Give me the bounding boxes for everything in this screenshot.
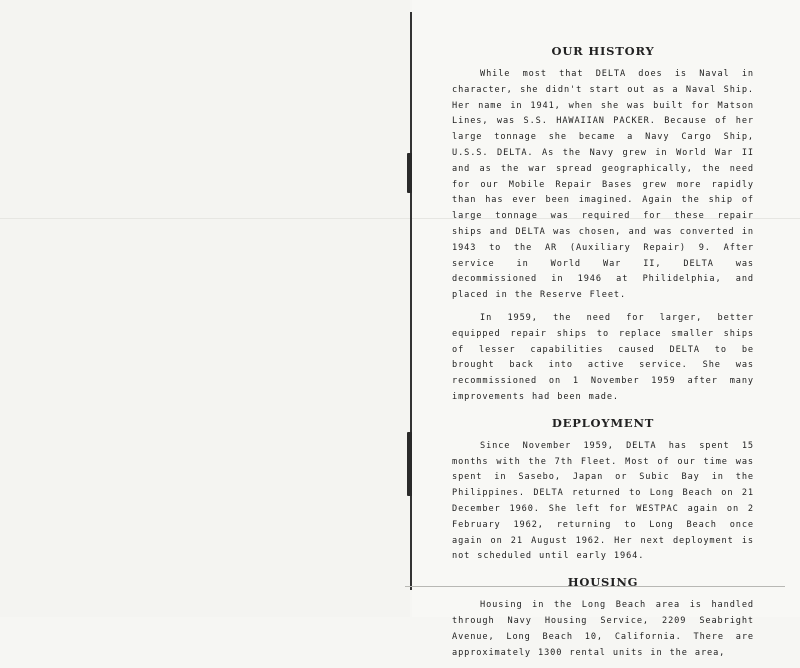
history-paragraph-2: In 1959, the need for larger, better equipped repair ships to replace smaller ships of lesser capabilities caused DELTA to be brought back into active service. She was recommissioned on 1 November 1959 after many improvements had been made. [452,312,754,402]
binding-spine [410,12,412,590]
housing-paragraph: Housing in the Long Beach area is handled through Navy Housing Service, 2209 Seabright Avenue, Long Beach 10, California. There are approximately 1300 rental units in the area, [452,600,754,658]
heading-our-history: OUR HISTORY [551,44,655,58]
document-text-column [452,44,754,668]
history-paragraph-1: While most that DELTA does is Naval in character, she didn't start out as a Naval Ship. Her name in 1941, when she was built for Matson Lines, was S.S. HAWAIIAN PACKER. Because of her large tonnage she became a Navy Cargo Ship, U.S.S. DELTA. As the Navy grew in World War II and as the war spread geographically, the need for our Mobile Repair Bases grew more rapidly than has ever been imagined. Again the ship of large tonnage was required for these repair ships and DELTA was chosen, and was converted in 1943 to the AR (Auxiliary Repair) 9. After service in World War II, DELTA was decommissioned in 1946 at Philidelphia, and placed in the Reserve Fleet. [452,69,754,301]
deployment-paragraph: Since November 1959, DELTA has spent 15 months with the 7th Fleet. Most of our time was spent in Sasebo, Japan or Subic Bay in the Philippines. DELTA returned to Long Beach on 21 December 1960. She left for WESTPAC again on 2 February 1962, returning to Long Beach once again on 21 August 1962. Her next deployment is not scheduled until early 1964. [452,440,754,562]
heading-housing: HOUSING [567,575,639,590]
staple-top [407,153,412,193]
staple-bottom [407,432,412,496]
heading-deployment: DEPLOYMENT [551,415,655,430]
left-page-blank [0,0,410,617]
